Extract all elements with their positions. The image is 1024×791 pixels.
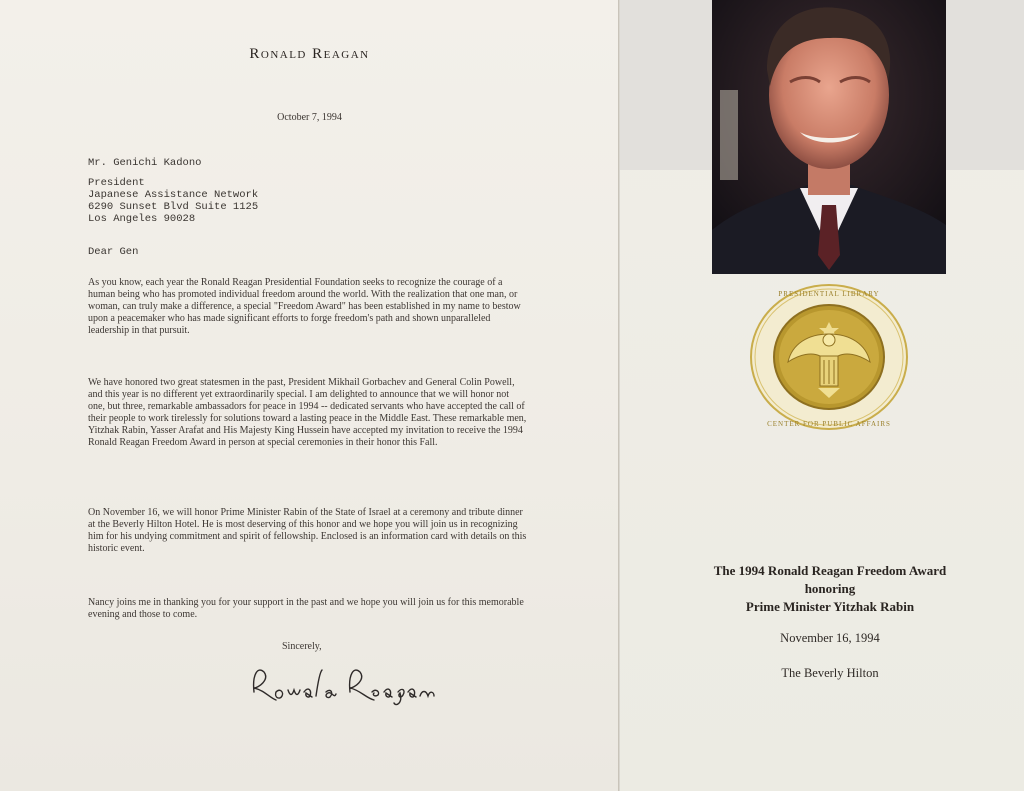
closing: Sincerely, xyxy=(282,641,322,652)
recipient-title: President xyxy=(88,177,145,189)
recipient-organization: Japanese Assistance Network xyxy=(88,189,259,201)
svg-text:CENTER FOR PUBLIC AFFAIRS: CENTER FOR PUBLIC AFFAIRS xyxy=(767,420,891,428)
letter-paragraph-2: We have honored two great statesmen in the past, President Mikhail Gorbachev and General Colin Powell, and this year is no different yet extraordinarily special. I am delighted to announce that we will honor not one, but three, remarkable ambassadors for peace in 1994 -- dedicated servants who have accepted the call of their people to work tirelessly for solutions toward a lasting peace in the Middle East. These remarkable men, Yitzhak Rabin, Yasser Arafat and His Majesty King Hussein have accepted my invitation to receive the 1994 Ronald Reagan Freedom Award in person at special ceremonies in their honor this Fall. xyxy=(88,377,527,448)
award-title-block xyxy=(620,562,1024,616)
letterhead: Ronald Reagan xyxy=(249,46,370,62)
signature xyxy=(244,662,454,708)
recipient-address xyxy=(88,157,258,225)
award-honoree: Prime Minister Yitzhak Rabin xyxy=(745,599,915,614)
award-title: The 1994 Ronald Reagan Freedom Award xyxy=(713,563,947,578)
event-date: November 16, 1994 xyxy=(780,631,880,645)
recipient-name: Mr. Genichi Kadono xyxy=(88,157,202,169)
letter-paragraph-3: On November 16, we will honor Prime Minister Rabin of the State of Israel at a ceremony and tribute dinner at the Beverly Hilton Hotel. He is most deserving of this honor and we hope you will join us in recognizing him for his undying commitment and spirit of fellowship. Enclosed is an information card with details on this historic event. xyxy=(88,507,527,554)
recipient-street: 6290 Sunset Blvd Suite 1125 xyxy=(88,201,259,213)
recipient-city: Los Angeles 90028 xyxy=(88,213,196,225)
svg-text:PRESIDENTIAL LIBRARY: PRESIDENTIAL LIBRARY xyxy=(778,290,880,298)
portrait-photo xyxy=(712,0,946,274)
salutation: Dear Gen xyxy=(88,246,139,258)
invitation-card xyxy=(620,0,1024,791)
letter-date: October 7, 1994 xyxy=(277,112,342,123)
award-honoring: honoring xyxy=(804,581,856,596)
letter-paragraph-1: As you know, each year the Ronald Reagan Presidential Foundation seeks to recognize the courage of a human being who has promoted individual freedom around the world. With the realization that one man, or woman, can truly make a difference, a special "Freedom Award" has been established in my name to bestow upon a peacemaker who has made significant efforts to forge freedom's path and shown unparalleled leadership in that pursuit. xyxy=(88,277,521,336)
event-venue: The Beverly Hilton xyxy=(781,666,879,680)
presidential-seal xyxy=(748,282,910,432)
letter-paragraph-4: Nancy joins me in thanking you for your support in the past and we hope you will join us for this memorable evening and those to come. xyxy=(88,597,524,620)
